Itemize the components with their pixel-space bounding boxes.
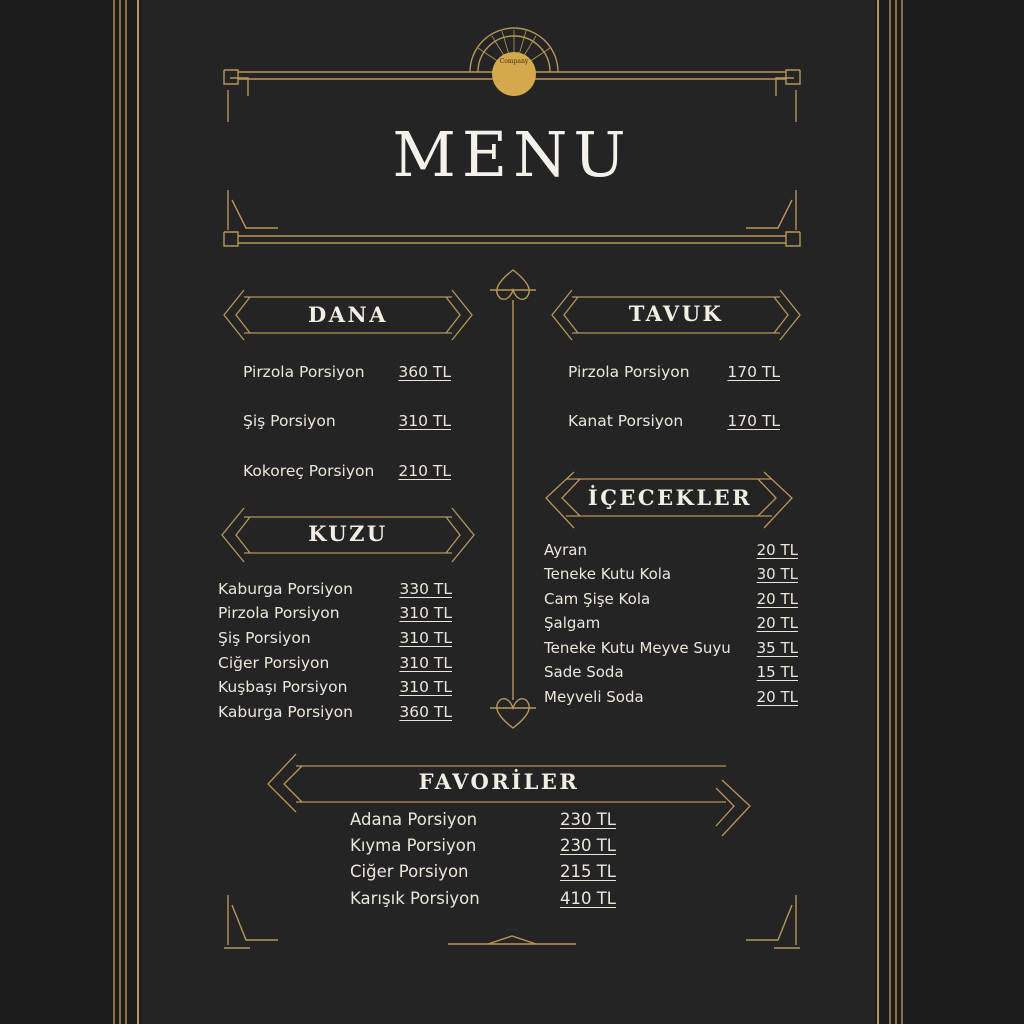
item-price: 230 TL xyxy=(559,836,616,855)
menu-item xyxy=(243,412,451,430)
item-name: Meyveli Soda xyxy=(544,688,644,706)
item-price: 30 TL xyxy=(756,565,798,583)
item-price: 35 TL xyxy=(756,639,798,657)
item-name: Kanat Porsiyon xyxy=(568,412,684,430)
menu-item xyxy=(218,654,452,672)
item-price: 410 TL xyxy=(559,889,616,908)
item-name: Teneke Kutu Kola xyxy=(544,565,672,583)
item-price: 15 TL xyxy=(756,663,798,681)
item-price: 310 TL xyxy=(399,678,452,696)
menu-item xyxy=(218,604,452,622)
menu-item xyxy=(243,363,451,381)
menu-item xyxy=(218,703,452,721)
menu-item xyxy=(544,541,798,559)
menu-item xyxy=(350,836,616,855)
item-price: 20 TL xyxy=(756,590,798,608)
item-price: 170 TL xyxy=(727,363,780,381)
item-price: 210 TL xyxy=(398,462,451,480)
item-price: 310 TL xyxy=(399,629,452,647)
item-name: Ciğer Porsiyon xyxy=(218,654,330,672)
item-name: Sade Soda xyxy=(544,663,624,681)
section-title-dana: DANA xyxy=(308,302,388,327)
menu-item xyxy=(243,462,451,480)
item-price: 20 TL xyxy=(756,614,798,632)
menu-item xyxy=(544,565,798,583)
menu-item xyxy=(568,412,780,430)
item-price: 20 TL xyxy=(756,688,798,706)
item-price: 230 TL xyxy=(559,810,616,829)
menu-item xyxy=(350,862,616,881)
item-price: 20 TL xyxy=(756,541,798,559)
item-price: 170 TL xyxy=(727,412,780,430)
item-name: Ciğer Porsiyon xyxy=(350,862,469,881)
section-title-favoriler: FAVORİLER xyxy=(418,769,580,794)
item-name: Pirzola Porsiyon xyxy=(218,604,340,622)
item-name: Kokoreç Porsiyon xyxy=(243,462,375,480)
menu-item xyxy=(544,688,798,706)
section-title-icecekler: İÇECEKLER xyxy=(587,485,753,510)
menu-item xyxy=(218,580,452,598)
item-price: 360 TL xyxy=(398,363,451,381)
menu-item xyxy=(544,639,798,657)
menu-item xyxy=(568,363,780,381)
menu-item xyxy=(544,590,798,608)
item-name: Şiş Porsiyon xyxy=(243,412,336,430)
item-name: Cam Şişe Kola xyxy=(544,590,651,608)
item-name: Kuşbaşı Porsiyon xyxy=(218,678,348,696)
menu-item xyxy=(544,663,798,681)
item-name: Pirzola Porsiyon xyxy=(243,363,365,381)
item-name: Kaburga Porsiyon xyxy=(218,703,353,721)
item-name: Pirzola Porsiyon xyxy=(568,363,690,381)
item-name: Kaburga Porsiyon xyxy=(218,580,353,598)
section-title-tavuk: TAVUK xyxy=(628,301,724,326)
item-name: Ayran xyxy=(544,541,587,559)
item-price: 310 TL xyxy=(399,654,452,672)
item-price: 330 TL xyxy=(399,580,452,598)
item-name: Şiş Porsiyon xyxy=(218,629,311,647)
section-title-kuzu: KUZU xyxy=(308,521,388,546)
item-name: Karışık Porsiyon xyxy=(350,889,480,908)
item-name: Adana Porsiyon xyxy=(350,810,478,829)
item-price: 310 TL xyxy=(399,604,452,622)
menu-item xyxy=(544,614,798,632)
item-price: 360 TL xyxy=(399,703,452,721)
item-name: Teneke Kutu Meyve Suyu xyxy=(544,639,731,657)
menu-item xyxy=(218,678,452,696)
item-price: 215 TL xyxy=(559,862,616,881)
item-price: 310 TL xyxy=(398,412,451,430)
item-name: Kıyma Porsiyon xyxy=(350,836,477,855)
emblem-logo-text: Company xyxy=(499,58,529,65)
item-name: Şalgam xyxy=(544,614,601,632)
menu-item xyxy=(350,889,616,908)
menu-item xyxy=(350,810,616,829)
menu-item xyxy=(218,629,452,647)
menu-title: MENU xyxy=(392,118,632,191)
